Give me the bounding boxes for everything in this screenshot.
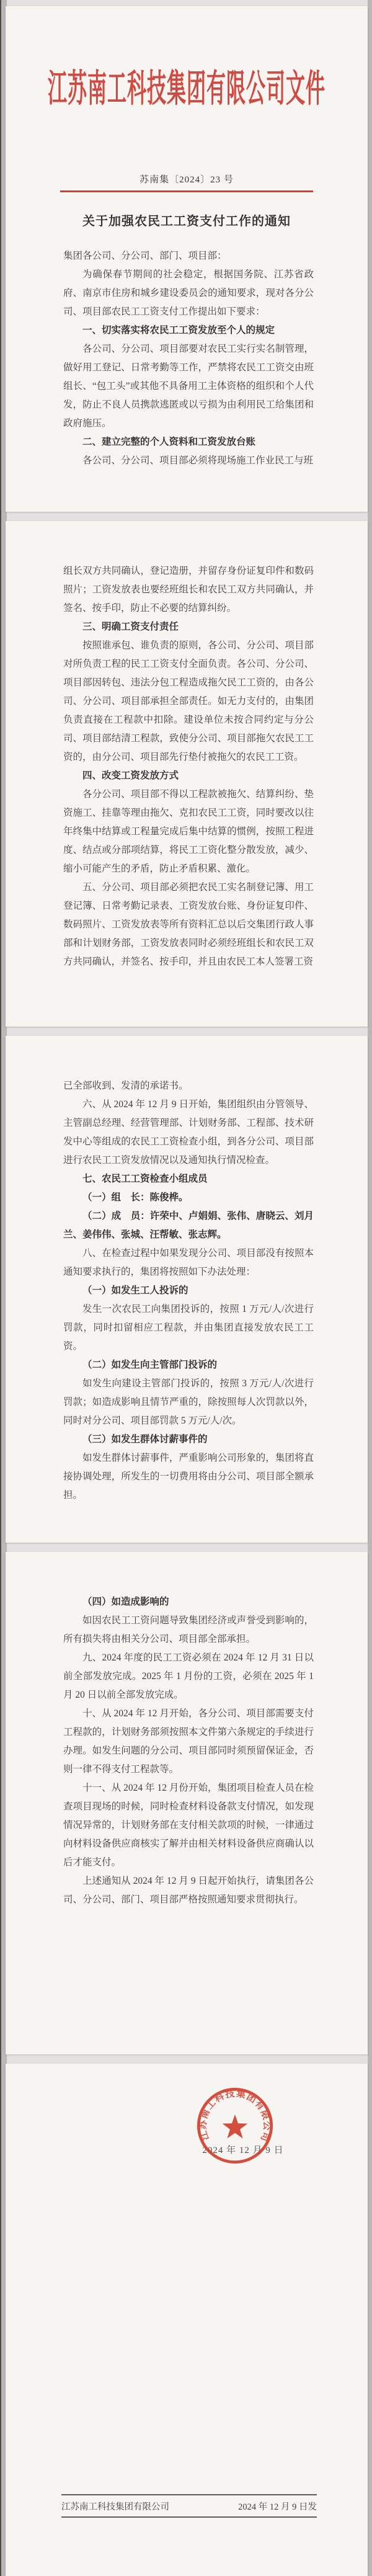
paragraph: 各公司、分公司、项目部要对农民工实行实名制管理，做好用工登记、日常考勤等工作，严禁将农民工工资交由班组长、“包工头”或其他不具备用工主体资格的组织和个人代发，防止不良人员携款逃匿或以亏损为由利用民工给集团和政府施压。	[63, 344, 314, 429]
footer-issuer: 江苏南工科技集团有限公司	[61, 2502, 169, 2512]
section-heading: （一）如发生工人投诉的	[82, 1285, 188, 1296]
paragraph: 如发生群体讨薪事件，严重影响公司形象的，集团将直接协调处理，所发生的一切费用将由分公司、项目部全额承担。	[63, 1453, 314, 1500]
paragraph: 十一、从 2024 年 12 月份开始，集团项目检查人员在检查项目现场的时候，同时检查材料设备款支付情况，如发现情况异常的，计划财务部在支付相关款项的时候，一律通过向材料设备供应商核实了解并由相关材料设备供应商确认以后才能支付。	[63, 1783, 314, 1868]
section-heading: 四、改变工资发放方式	[82, 770, 179, 781]
section-heading: （一）组 长：陈俊桦。	[82, 1192, 188, 1203]
document-page-3	[6, 1036, 368, 1543]
document-page-1	[6, 6, 368, 512]
doc-number: 苏南集〔2024〕23 号	[140, 175, 234, 185]
paragraph: 各公司、分公司、项目部必须将现场施工作业民工与班	[82, 455, 314, 466]
section-heading: （二）成 员：许荣中、卢娟娟、张伟、唐晓云、刘月兰、姜伟伟、张城、汪帮敏、张志辉。	[63, 1211, 314, 1240]
page-1-body	[63, 247, 314, 470]
page-2-body	[63, 562, 314, 971]
footer-issue-date: 2024 年 12 月 9 日发	[238, 2502, 317, 2512]
paragraph: 十、从 2024 年 12 月开始，各分公司、项目部需要支付工程款的，计划财务部须按照本文件第六条规定的手续进行办理。如发生问题的分公司、项目部同时须预留保证金，否则一律不得支付工程款等。	[63, 1708, 314, 1775]
salutation: 集团各公司、分公司、部门、项目部：	[63, 251, 227, 261]
red-separator-rule	[60, 190, 313, 192]
paragraph: 八、在检查过程中如果发现分公司、项目部没有按照本通知要求执行的，集团将按照如下办法处理：	[63, 1248, 314, 1277]
section-heading: （二）如发生向主管部门投诉的	[82, 1360, 218, 1370]
paragraph: 五、分公司、项目部必须把农民工实名制登记簿、用工登记簿、日常考勤记录表、工资发放台账、身份证复印件、数码照片、工资发放表等所有资料汇总以后交集团行政人事部和计划财务部，工资发放表同时必须经班组长和农民工双方共同确认，并签名、按手印，并且由农民工本人签署工资	[63, 882, 314, 967]
document-title: 关于加强农民工工资支付工作的通知	[82, 215, 291, 228]
paragraph: 发生一次农民工向集团投诉的，按照 1 万元/人/次进行罚款，同时扣留相应工程款，并由集团直接发放农民工工资。	[63, 1304, 314, 1352]
star-icon	[223, 2115, 248, 2139]
seal-date: 2024 年 12 月 9 日	[202, 2146, 284, 2155]
document-page-5	[6, 2064, 368, 2576]
seal-ring-text: 江苏南工科技集团有限公司	[198, 2088, 272, 2144]
section-heading: 一、切实落实将农民工工资发放至个人的规定	[82, 325, 275, 336]
paragraph: 六、从 2024 年 12 月 9 日开始，集团组织由分管领导、主管副总经理、经营管理部、计划财务部、工程部、技术研发中心等组成的农民工工资检查小组，到各分公司、项目部进行农民工工资发放情况以及通知执行情况检查。	[63, 1099, 314, 1165]
document-page-2	[6, 521, 368, 1027]
paragraph: 已全部收到、发清的承诺书。	[63, 1081, 188, 1091]
paragraph: 上述通知从 2024 年 12 月 9 日起开始执行，请集团各公司、分公司、部门、项目部严格按照通知要求贯彻执行。	[63, 1876, 314, 1905]
paragraph: 如因农民工工资问题导致集团经济或声誉受到影响的，所有损失将由相关分公司、项目部全部承担。	[63, 1615, 314, 1644]
section-heading: 二、建立完整的个人资料和工资发放台账	[82, 437, 256, 447]
paragraph: 各分公司、项目部不得以工程款被拖欠、结算纠纷、垫资施工、挂靠等理由拖欠、克扣农民工工资，同时要改以往年终集中结算或工程量完成后集中结算的惯例，按照工程进度、结点或分部项结算，将民工工资化整分散发放，减少、缩小可能产生的矛盾，防止矛盾积累、激化。	[63, 789, 314, 874]
company-seal	[195, 2086, 275, 2165]
scan-right-edge	[368, 0, 372, 2576]
page-3-body	[63, 1077, 314, 1505]
document-page-4	[6, 1552, 368, 2054]
paragraph: 按照谁承包、谁负责的原则，各公司、分公司、项目部对所负责工程的民工工资支付全面负责。各公司、分公司、项目部因转包、违法分包工程造成拖欠民工工资的，由各公司、分公司、项目部承担全部责任。如无力支付的，由集团负责直接在工程款中扣除。建设单位未按合同约定与分公司、项目部结清工程款，致使分公司、项目部拖欠农民工工资的，由分公司、项目部先行垫付被拖欠的农民工工资。	[63, 640, 314, 762]
letterhead-company-title: 江苏南工科技集团有限公司文件	[48, 67, 326, 110]
paragraph: 组长双方共同确认，登记造册，并留存身份证复印件和数码照片；工资发放表也要经班组长和农民工双方共同确认，并签名、按手印，防止不必要的结算纠纷。	[63, 566, 314, 613]
paragraph: 为确保春节期间的社会稳定，根据国务院、江苏省政府、南京市住房和城乡建设委员会的通知要求，现对各分公司、项目部农民工工资支付工作提出如下要求：	[63, 269, 314, 317]
section-heading: 七、农民工工资检查小组成员	[82, 1174, 208, 1184]
colophon-bar	[61, 2494, 317, 2518]
section-heading: （三）如发生群体讨薪事件的	[82, 1434, 208, 1445]
page-4-body	[63, 1593, 314, 1909]
section-heading: （四）如造成影响的	[82, 1597, 169, 1607]
paragraph: 如发生向建设主管部门投诉的，按照 3 万元/人/次进行罚款；如造成影响且情节严重的，除按照每人次罚款以外，同时对分公司、项目部罚款 5 万元/人/次。	[63, 1378, 314, 1426]
section-heading: 三、明确工资支付责任	[82, 622, 179, 632]
paragraph: 九、2024 年度的民工工资必须在 2024 年 12 月 31 日以前全部发放完成。2025 年 1 月份的工资，必须在 2025 年 1 月 20 日以前全部发放完成。	[63, 1652, 314, 1700]
